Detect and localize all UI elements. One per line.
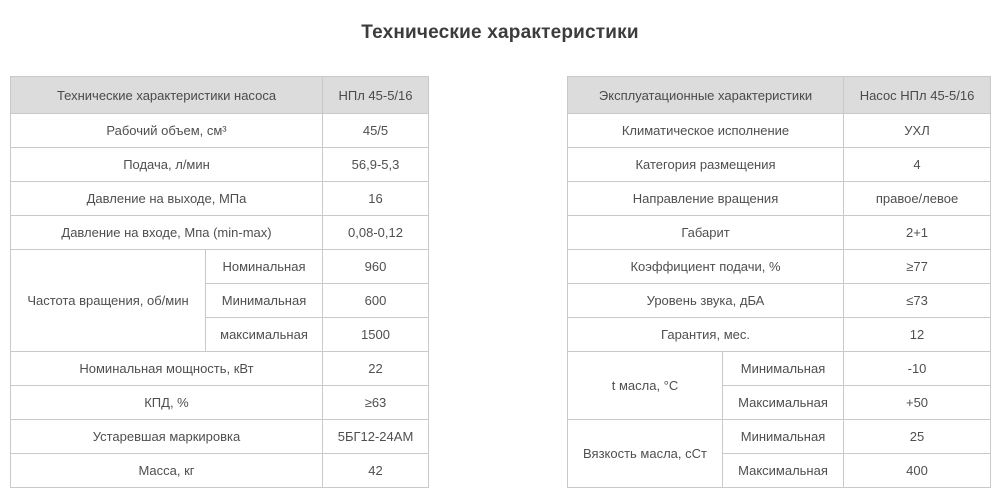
header-cell: Эксплуатационные характеристики bbox=[568, 77, 844, 114]
param-label: Гарантия, мес. bbox=[568, 318, 844, 352]
param-label: Подача, л/мин bbox=[11, 148, 323, 182]
table-row bbox=[568, 420, 991, 454]
param-label: Габарит bbox=[568, 216, 844, 250]
header-cell: НПл 45-5/16 bbox=[323, 77, 429, 114]
param-value: 4 bbox=[844, 148, 991, 182]
sub-param-label: Максимальная bbox=[723, 454, 844, 488]
param-value: 12 bbox=[844, 318, 991, 352]
table-header-row bbox=[11, 77, 429, 114]
param-label: Рабочий объем, см³ bbox=[11, 114, 323, 148]
param-value: 56,9-5,3 bbox=[323, 148, 429, 182]
param-label: Масса, кг bbox=[11, 454, 323, 488]
param-value: 400 bbox=[844, 454, 991, 488]
table-row bbox=[568, 182, 991, 216]
param-value: +50 bbox=[844, 386, 991, 420]
param-value: 42 bbox=[323, 454, 429, 488]
sub-param-label: Номинальная bbox=[206, 250, 323, 284]
table-row bbox=[11, 114, 429, 148]
param-value: 0,08-0,12 bbox=[323, 216, 429, 250]
sub-param-label: Минимальная bbox=[206, 284, 323, 318]
param-label: Номинальная мощность, кВт bbox=[11, 352, 323, 386]
param-value: 16 bbox=[323, 182, 429, 216]
param-label: Климатическое исполнение bbox=[568, 114, 844, 148]
operating-specs-table bbox=[567, 76, 991, 488]
param-value: 600 bbox=[323, 284, 429, 318]
param-label: КПД, % bbox=[11, 386, 323, 420]
param-value: 960 bbox=[323, 250, 429, 284]
table-row bbox=[568, 216, 991, 250]
param-value: ≤73 bbox=[844, 284, 991, 318]
table-row bbox=[11, 420, 429, 454]
table-row bbox=[11, 386, 429, 420]
param-value: УХЛ bbox=[844, 114, 991, 148]
table-row bbox=[11, 454, 429, 488]
table-row bbox=[11, 148, 429, 182]
param-label: Частота вращения, об/мин bbox=[11, 250, 206, 352]
param-value: 25 bbox=[844, 420, 991, 454]
param-label: Устаревшая маркировка bbox=[11, 420, 323, 454]
param-value: 22 bbox=[323, 352, 429, 386]
sub-param-label: Минимальная bbox=[723, 420, 844, 454]
param-label: Направление вращения bbox=[568, 182, 844, 216]
sub-param-label: Минимальная bbox=[723, 352, 844, 386]
param-value: ≥77 bbox=[844, 250, 991, 284]
sub-param-label: максимальная bbox=[206, 318, 323, 352]
param-label: Коэффициент подачи, % bbox=[568, 250, 844, 284]
param-label: Давление на входе, Мпа (min-max) bbox=[11, 216, 323, 250]
table-header-row bbox=[568, 77, 991, 114]
param-label: Вязкость масла, сСт bbox=[568, 420, 723, 488]
param-value: -10 bbox=[844, 352, 991, 386]
param-label: Давление на выходе, МПа bbox=[11, 182, 323, 216]
table-row bbox=[11, 250, 429, 284]
param-label: Категория размещения bbox=[568, 148, 844, 182]
pump-specs-table bbox=[10, 76, 429, 488]
table-row bbox=[11, 182, 429, 216]
table-row bbox=[568, 114, 991, 148]
header-cell: Технические характеристики насоса bbox=[11, 77, 323, 114]
page-title: Технические характеристики bbox=[361, 22, 639, 43]
table-row bbox=[11, 216, 429, 250]
param-value: 5БГ12-24АМ bbox=[323, 420, 429, 454]
param-label: t масла, °С bbox=[568, 352, 723, 420]
table-row bbox=[568, 250, 991, 284]
table-row bbox=[568, 148, 991, 182]
sub-param-label: Максимальная bbox=[723, 386, 844, 420]
param-value: 2+1 bbox=[844, 216, 991, 250]
param-value: ≥63 bbox=[323, 386, 429, 420]
param-label: Уровень звука, дБА bbox=[568, 284, 844, 318]
table-row bbox=[568, 318, 991, 352]
param-value: правое/левое bbox=[844, 182, 991, 216]
table-row bbox=[568, 284, 991, 318]
param-value: 1500 bbox=[323, 318, 429, 352]
param-value: 45/5 bbox=[323, 114, 429, 148]
table-row bbox=[568, 352, 991, 386]
table-row bbox=[11, 352, 429, 386]
header-cell: Насос НПл 45-5/16 bbox=[844, 77, 991, 114]
